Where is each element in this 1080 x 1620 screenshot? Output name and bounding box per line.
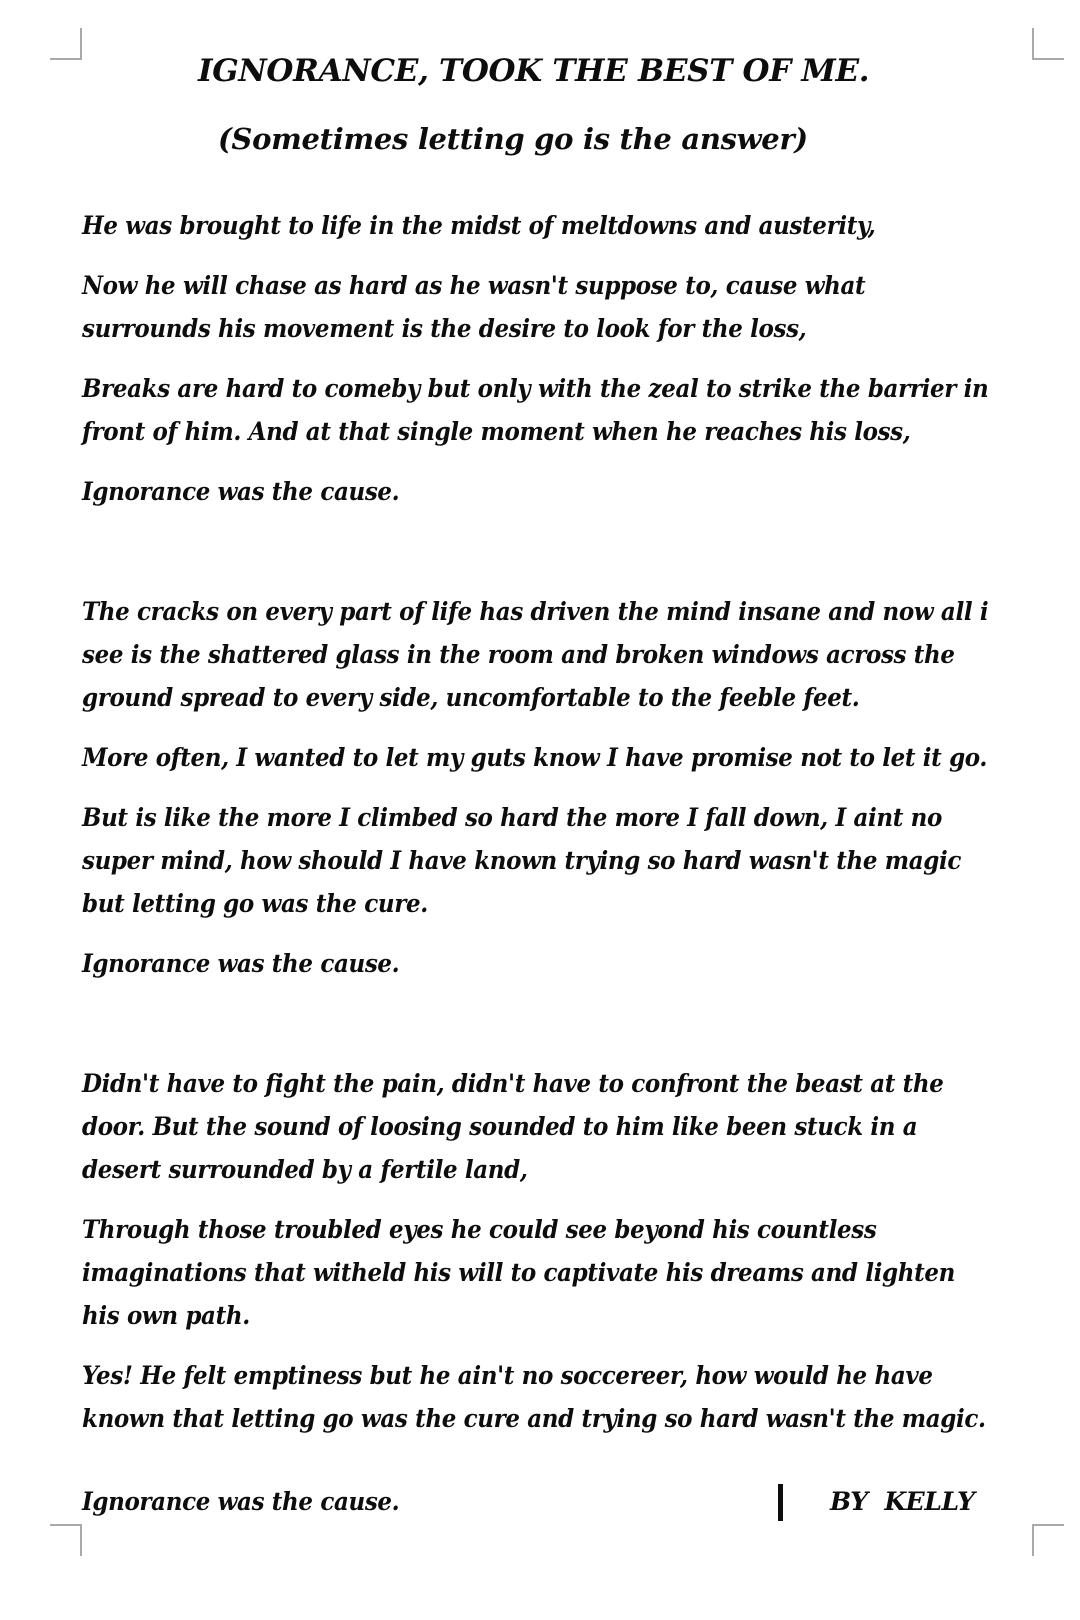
document-footer: [82, 1480, 990, 1530]
paragraph: The cracks on every part of life has driven the mind insane and now all i see is the shattered glass in the room and broken windows across the ground spread to every side, uncomfortable to the feeble feet.: [82, 597, 989, 712]
paragraphs: [82, 204, 989, 1440]
paragraph: He was brought to life in the midst of meltdowns and austerity,: [82, 211, 876, 240]
document-title: IGNORANCE, TOOK THE BEST OF ME.: [198, 53, 870, 89]
paragraph: Breaks are hard to comeby but only with the zeal to strike the barrier in front of him. And at that single moment when he reaches his loss,: [82, 374, 989, 446]
paragraph: Ignorance was the cause.: [82, 477, 400, 506]
paragraph: Through those troubled eyes he could see beyond his countless imaginations that witheld his will to captivate his dreams and lighten his own path.: [82, 1215, 955, 1330]
paragraph: But is like the more I climbed so hard the more I fall down, I aint no super mind, how should I have known trying so hard wasn't the magic but letting go was the cure.: [82, 803, 961, 918]
author-credit: BY KELLY: [830, 1487, 975, 1516]
paragraph: Yes! He felt emptiness but he ain't no soccereer, how would he have known that letting go was the cure and trying so hard wasn't the magic.: [82, 1361, 986, 1433]
paragraph: More often, I wanted to let my guts know I have promise not to let it go.: [82, 743, 988, 772]
document-subtitle: (Sometimes letting go is the answer): [218, 122, 808, 156]
divider-bar: [778, 1484, 783, 1521]
paragraph: Didn't have to fight the pain, didn't have to confront the beast at the door. But the sound of loosing sounded to him like been stuck in a desert surrounded by a fertile land,: [82, 1069, 944, 1184]
refrain-line: Ignorance was the cause.: [82, 1487, 400, 1516]
paragraph: Now he will chase as hard as he wasn't suppose to, cause what surrounds his movement is the desire to look for the loss,: [82, 271, 866, 343]
paragraph: Ignorance was the cause.: [82, 949, 400, 978]
